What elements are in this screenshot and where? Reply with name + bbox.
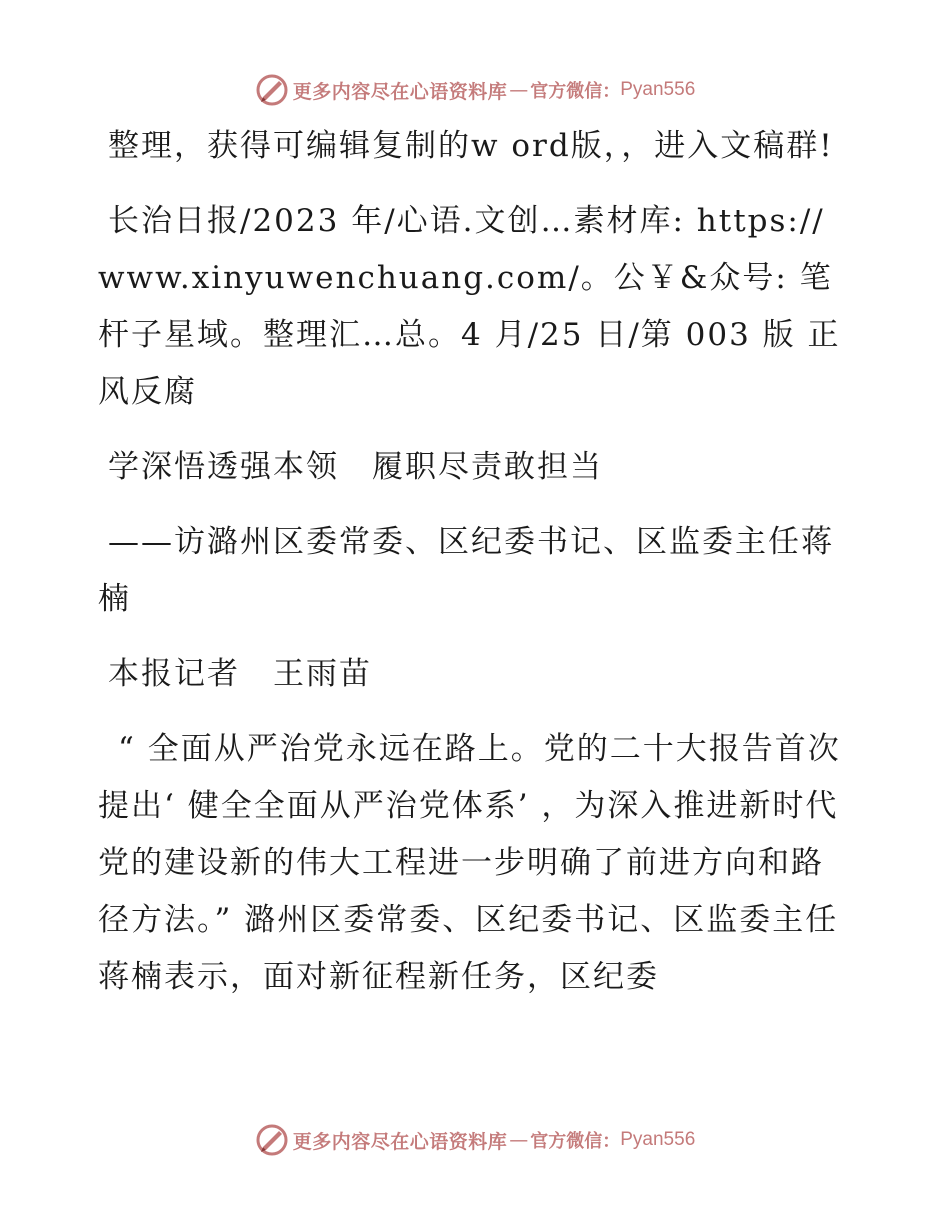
article-title: 学深悟透强本领 履职尽责敢担当 bbox=[108, 449, 603, 485]
article-byline: 本报记者 王雨苗 bbox=[108, 656, 372, 692]
paragraph-source: 长治日报/2023 年/心语.文创…素材库: https://www.xinyuwenchuang.com/。公￥&众号: 笔杆子星域。整理汇…总。4 月/25 日/第 003 版 正风反腐 bbox=[98, 203, 841, 410]
document-body bbox=[98, 118, 850, 1024]
pen-logo-icon bbox=[255, 1123, 289, 1157]
footer-banner bbox=[0, 1120, 950, 1160]
banner-slogan: 更多内容尽在心语资料库 bbox=[292, 80, 508, 103]
banner-dash: — bbox=[509, 79, 529, 101]
paragraph-body: “ 全面从严治党永远在路上。党的二十大报告首次提出‘ 健全全面从严治党体系’ ，为深入推进新时代党的建设新的伟大工程进一步明确了前进方向和路径方法。” 潞州区委常委、区纪委书记、区监委主任蒋楠表示，面对新征程新任务，区纪委 bbox=[98, 731, 841, 995]
banner-wechat-id: Pyan556 bbox=[620, 1129, 696, 1150]
header-banner bbox=[0, 70, 950, 110]
pen-logo-icon bbox=[255, 73, 289, 107]
banner-wechat-label: 官方微信： bbox=[530, 1131, 621, 1152]
paragraph-intro: 整理，获得可编辑复制的w ord版，，进入文稿群! bbox=[108, 128, 834, 164]
banner-dash: — bbox=[509, 1129, 529, 1151]
banner-wechat-id: Pyan556 bbox=[620, 79, 696, 100]
article-subtitle: ——访潞州区委常委、区纪委书记、区监委主任蒋楠 bbox=[98, 524, 834, 617]
banner-slogan: 更多内容尽在心语资料库 bbox=[292, 1130, 508, 1153]
banner-wechat-label: 官方微信： bbox=[530, 81, 621, 102]
